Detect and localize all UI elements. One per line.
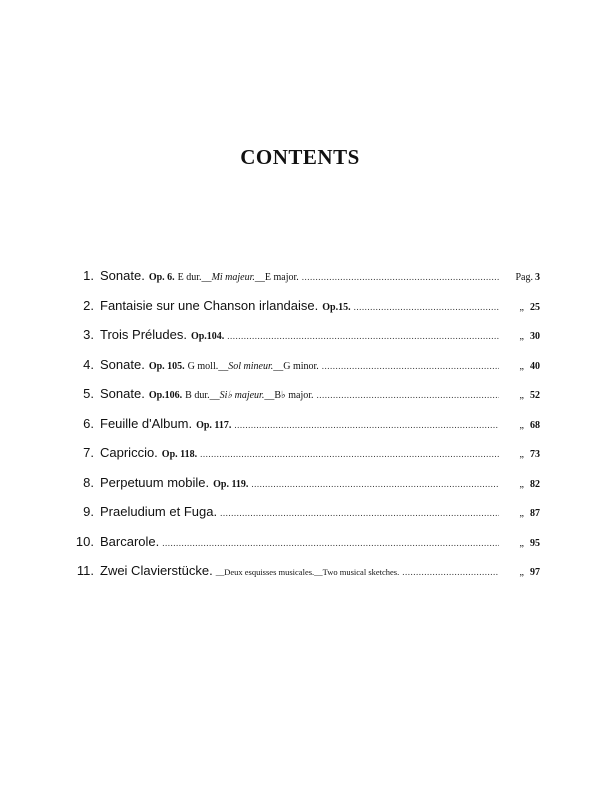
entry-number: 3. [83,327,94,342]
entry-title [100,563,399,579]
entry-title [100,268,299,284]
entry-title-text: Praeludium et Fuga. [100,504,218,519]
entry-subtitle: G moll.__Sol mineur.__G minor. [187,360,319,372]
entry-page: Pag. 3 [515,272,540,283]
leader-dots [220,508,499,518]
leader-dots [162,538,499,548]
entry-title [100,327,224,343]
toc-entry [70,563,540,593]
toc-entry [70,357,540,387]
entry-number: 8. [83,474,94,490]
entry-opus: Op.104. [190,331,225,342]
entry-title [100,445,197,461]
entry-subtitle: E dur.__Mi majeur.__E major. [177,272,299,283]
entry-title-text: Sonate. [100,268,145,283]
leader-dots [227,331,499,341]
entry-page: „ 68 [519,419,540,431]
entry-title [100,357,319,373]
entry-page: „ 87 [519,508,540,519]
toc-entry [70,504,540,534]
entry-number: 10. [75,533,94,549]
entry-title [100,504,217,520]
entry-number: 5. [83,386,94,401]
leader-dots [302,272,499,282]
entry-number: 11. [76,563,94,578]
entry-number: 9. [83,504,94,519]
entry-page: „ 95 [519,537,540,549]
entry-title-text: Zwei Clavierstücke. [100,563,213,578]
entry-title-text: Barcarole. [100,533,160,549]
toc-entry [70,445,540,475]
entry-number: 4. [83,356,94,372]
toc-entry [70,298,540,328]
leader-dots [251,479,499,489]
entry-title-text: Sonate. [100,386,145,401]
leader-dots [354,302,499,312]
entry-title-text: Capriccio. [100,445,158,460]
entry-title-text: Trois Préludes. [100,327,187,342]
entry-page: „ 40 [519,360,540,372]
entry-page: „ 30 [519,331,540,342]
entry-opus: Op. 117. [196,419,232,431]
table-of-contents [70,268,540,593]
leader-dots [402,567,499,577]
entry-opus: Op. 119. [213,478,249,490]
entry-opus: Op.15. [322,301,351,313]
entry-page: „ 73 [519,449,540,460]
entry-title [100,386,314,402]
entry-number: 1. [83,268,94,283]
entry-title-text: Sonate. [100,356,145,372]
toc-entry [70,327,540,357]
entry-title [100,298,351,314]
entry-subtitle: __Deux esquisses musicales.__Two musical sketches. [215,567,400,577]
toc-entry [70,268,540,298]
entry-page: „ 82 [519,478,540,490]
entry-subtitle: B dur.__Si♭ majeur.__B♭ major. [185,390,314,401]
entry-page: „ 52 [519,390,540,401]
entry-title-text: Perpetuum mobile. [100,474,210,490]
entry-number: 2. [83,297,94,313]
toc-entry [70,386,540,416]
entry-title [100,475,248,491]
entry-title-text: Feuille d'Album. [100,415,193,431]
entry-page: „ 97 [519,567,540,578]
entry-opus: Op. 105. [148,360,185,372]
leader-dots [322,361,499,371]
toc-entry [70,416,540,446]
toc-entry [70,534,540,564]
entry-number: 7. [83,445,94,460]
leader-dots [200,449,499,459]
entry-number: 6. [83,415,94,431]
leader-dots [317,390,499,400]
entry-title [100,416,231,432]
entry-title-text: Fantaisie sur une Chanson irlandaise. [100,297,319,313]
entry-page: „ 25 [519,301,540,313]
entry-title [100,534,159,550]
toc-entry [70,475,540,505]
entry-opus: Op.106. [148,390,183,401]
leader-dots [234,420,499,430]
entry-opus: Op. 6. [148,272,175,283]
entry-opus: Op. 118. [161,449,198,460]
page-title: CONTENTS [240,145,360,169]
